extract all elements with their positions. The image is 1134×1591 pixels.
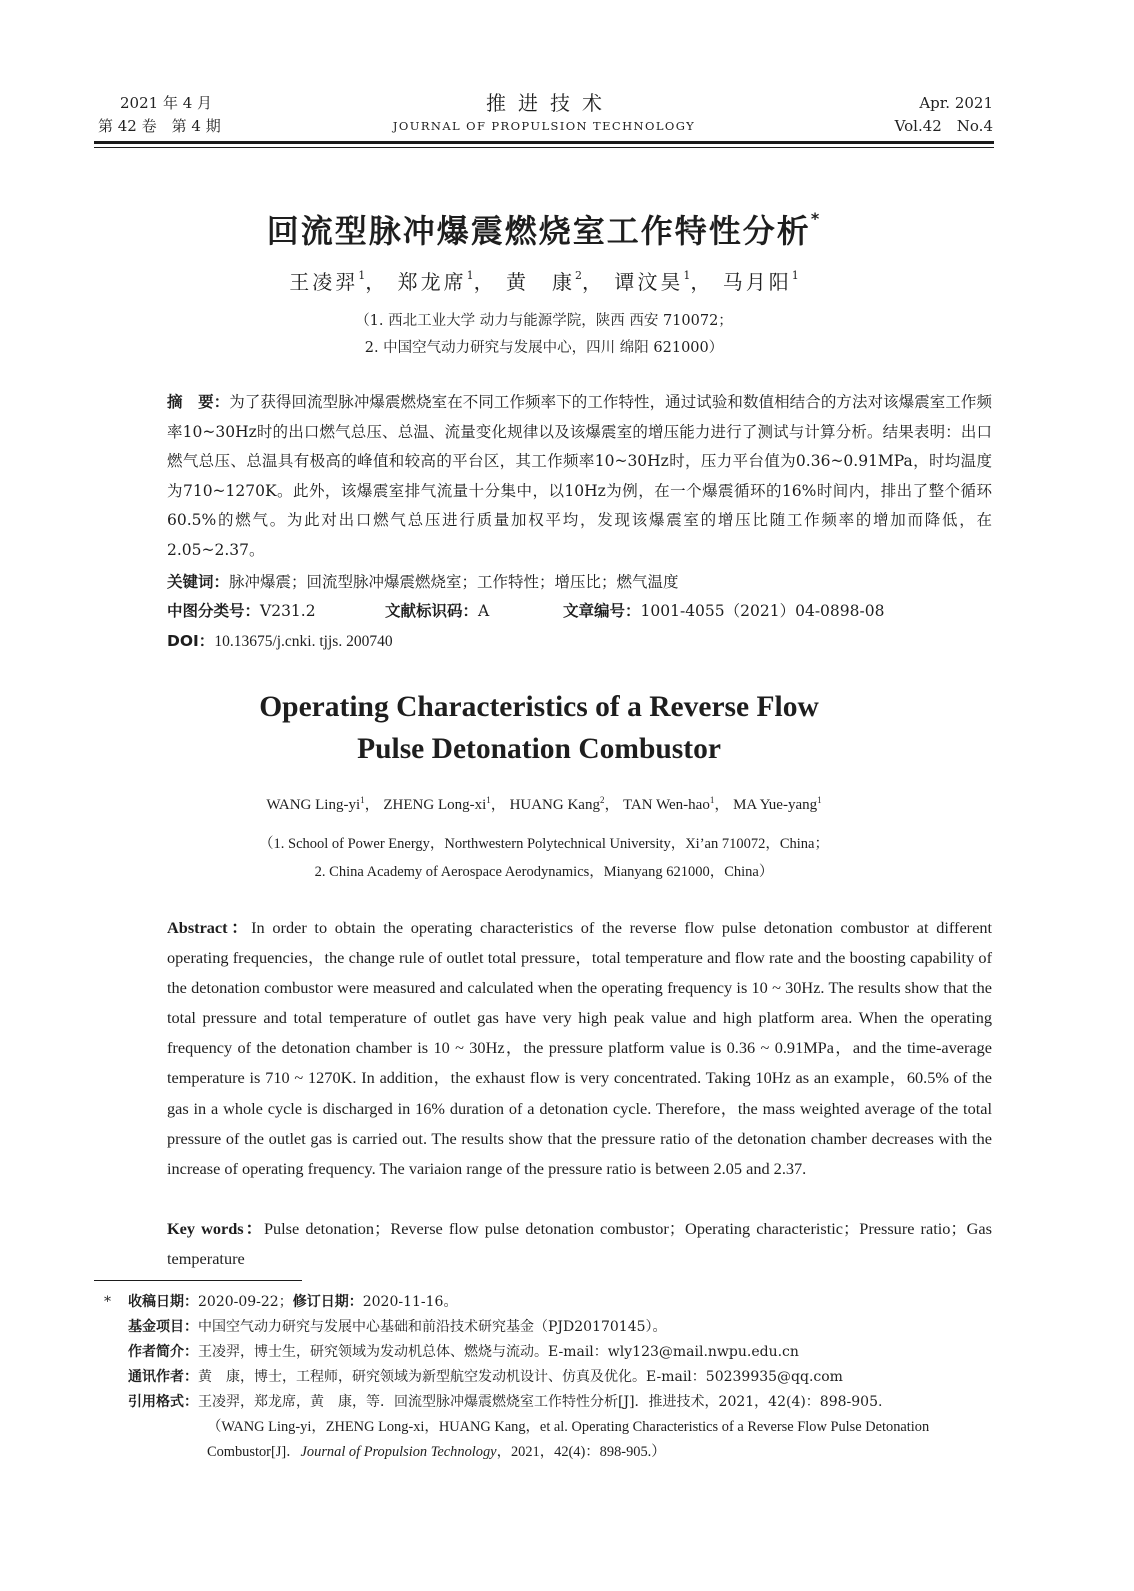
affiliation-cn-line: （1. 西北工业大学 动力与能源学院，陕西 西安 710072； — [355, 313, 733, 329]
received-label: 收稿日期： — [128, 1294, 198, 1310]
paper-title-en-line: Operating Characteristics of a Reverse Flow — [259, 691, 819, 723]
author-en: TAN Wen-hao — [622, 797, 710, 813]
citation-en-part: ，2021，42(4)：898-905.） — [496, 1444, 666, 1460]
author-cn: 黄 康 — [506, 270, 575, 294]
footnote-citation — [104, 1390, 964, 1415]
citation-journal-name: Journal of Propulsion Technology — [300, 1444, 497, 1460]
doi-label: DOI： — [167, 632, 215, 650]
citation-en-part: Combustor[J]． — [207, 1444, 301, 1460]
author-aff-mark: 1 — [486, 795, 491, 805]
corresponding-label: 通讯作者： — [128, 1369, 198, 1385]
affiliation-en-line: （1. School of Power Energy，Northwestern Polytechnical University，Xi’an 710072，China； — [259, 836, 829, 852]
clc-label: 中图分类号： — [167, 602, 261, 620]
keywords-cn — [167, 568, 679, 596]
author-aff-mark: 1 — [709, 795, 715, 805]
author-bio-label: 作者简介： — [128, 1344, 198, 1360]
author-aff-mark: 1 — [683, 269, 691, 282]
journal-name-en: JOURNAL OF PROPULSION TECHNOLOGY — [392, 119, 696, 133]
abstract-cn-text: 为了获得回流型脉冲爆震燃烧室在不同工作频率下的工作特性，通过试验和数值相结合的方法对该爆震室工作频率10~30Hz时的出口燃气总压、总温、流量变化规律以及该爆震室的增压能力进行了测试与计算分析。结果表明：出口燃气总压、总温具有极高的峰值和较高的平台区，其工作频率10~30Hz时，压力平台值为0.36~0.91MPa，时均温度为710~1270K。此外，该爆震室排气流量十分集中，以10Hz为例，在一个爆震循环的16%时间内，排出了整个循环60.5%的燃气。为此对出口燃气总压进行质量加权平均，发现该爆震室的增压比随工作频率的增加而降低，在2.05~2.37。 — [167, 393, 992, 559]
footnote-received — [104, 1290, 964, 1315]
article-no-label: 文章编号： — [563, 602, 641, 620]
paper-title-en — [0, 686, 1078, 770]
keywords-cn-text: 脉冲爆震；回流型脉冲爆震燃烧室；工作特性；增压比；燃气温度 — [229, 573, 679, 591]
paper-title-cn — [0, 196, 1088, 254]
classification-row — [167, 597, 957, 625]
author-aff-mark: 2 — [599, 795, 605, 805]
author-aff-mark: 1 — [817, 795, 822, 805]
author-cn: 郑龙席 — [397, 270, 467, 294]
footnote-corresponding — [104, 1365, 964, 1390]
author-cn: 谭汶昊 — [614, 270, 684, 294]
clc-cell — [167, 597, 385, 625]
paper-title-cn-text: 回流型脉冲爆震燃烧室工作特性分析 — [266, 212, 811, 250]
revised-label: 修订日期： — [292, 1294, 363, 1310]
abstract-cn — [131, 388, 992, 565]
author-aff-mark: 2 — [575, 269, 582, 282]
author-aff-mark: 1 — [466, 269, 474, 282]
paper-title-en-line: Pulse Detonation Combustor — [357, 733, 721, 765]
author-aff-mark: 1 — [360, 795, 365, 805]
author-en: WANG Ling-yi — [266, 797, 361, 813]
author-en: MA Yue-yang — [733, 797, 818, 813]
keywords-en-label: Key words： — [167, 1219, 264, 1238]
corresponding-value: 黄 康，博士，工程师，研究领域为新型航空发动机设计、仿真及优化。E-mail：50239935@qq.com — [198, 1369, 843, 1385]
citation-en-line: （WANG Ling-yi，ZHENG Long-xi，HUANG Kang，et al. Operating Characteristics of a Reverse Flow Pulse Detonation — [207, 1419, 930, 1435]
citation-en-line — [104, 1440, 964, 1465]
author-cn: 王凌羿 — [289, 270, 359, 294]
author-cn: 马月阳 — [722, 270, 792, 294]
clc-value: V231.2 — [260, 602, 316, 620]
doi-row — [167, 627, 393, 656]
issue-date-cn: 2021 年 4 月 — [120, 94, 213, 112]
abstract-en-label: Abstract： — [167, 918, 252, 937]
footnote-fund — [104, 1315, 964, 1340]
author-list-en: WANG Ling-$yi^1$， ZHENG Long-$xi^1$， HUANG Kang$^2$， TAN Wen-hao$^1$， MA Yue-yang$^1$ — [266, 795, 822, 813]
footnote-star: * — [104, 1294, 111, 1310]
doi-value: 10.13675/j.cnki. tjjs. 200740 — [214, 633, 393, 650]
journal-name-cn: 推进技术 — [486, 91, 614, 115]
footnotes — [104, 1290, 964, 1465]
affiliation-cn-line: 2. 中国空气动力研究与发展中心，四川 绵阳 621000） — [364, 340, 724, 356]
abstract-cn-label: 摘 要： — [167, 393, 230, 411]
footnote-author — [104, 1340, 964, 1365]
article-no-value: 1001-4055（2021）04-0898-08 — [640, 602, 885, 620]
author-bio-value: 王凌羿，博士生，研究领域为发动机总体、燃烧与流动。E-mail：wly123@mail.nwpu.edu.cn — [198, 1344, 799, 1360]
issue-date-en: Apr. 2021 — [919, 94, 993, 112]
fund-label: 基金项目： — [128, 1319, 198, 1335]
revised-value: 2020-11-16。 — [362, 1294, 458, 1310]
affiliation-en-line: 2. China Academy of Aerospace Aerodynamics，Mianyang 621000，China） — [314, 864, 774, 880]
issue-volume-en: Vol.42 No.4 — [894, 117, 993, 135]
author-aff-mark: 1 — [791, 269, 799, 282]
received-value: 2020-09-22； — [198, 1294, 293, 1310]
issue-volume-cn: 第 42 卷 第 4 期 — [98, 117, 221, 135]
article-no-cell — [563, 597, 884, 625]
affiliations-en — [0, 830, 1088, 886]
footnote-rule — [94, 1280, 302, 1281]
abstract-en — [131, 913, 992, 1184]
citation-value: 王凌羿，郑龙席，黄 康，等．回流型脉冲爆震燃烧室工作特性分析[J]．推进技术，2021，42(4)：898-905. — [198, 1394, 883, 1410]
abstract-en-text: In order to obtain the operating characteristics of the reverse flow pulse detonation combustor at different operating frequencies，the change rule of outlet total pressure，total temperature and flow rate and the boosting capability of the detonation combustor were measured and calculated when the operating frequency is 10 ~ 30Hz. The results show that the total pressure and total temperature of outlet gas have very high peak value and high platform area. When the operating frequency of the detonation chamber is 10 ~ 30Hz，the pressure platform value is 0.36 ~ 0.91MPa，and the time-average temperature is 710 ~ 1270K. In addition，the exhaust flow is very concentrated. Taking 10Hz as an example，60.5% of the gas in a whole cycle is discharged in 16% duration of a detonation cycle. Therefore，the mass weighted average of the total pressure of the outlet gas is carried out. The results show that the pressure ratio of the detonation chamber decreases with the increase of operating frequency. The variaion range of the pressure ratio is between 2.05 and 2.37. — [167, 918, 992, 1178]
keywords-en-text: Pulse detonation；Reverse flow pulse detonation combustor；Operating characteristic；Pressure ratio；Gas temperature — [167, 1219, 992, 1269]
keywords-en — [131, 1214, 992, 1274]
author-list-cn: 王凌羿$^1$， 郑龙席$^1$， 黄 康$^2$， 谭汶昊$^1$， 马月阳$^1$ — [289, 269, 799, 294]
keywords-cn-label: 关键词： — [167, 573, 230, 591]
doc-code-cell — [385, 597, 563, 625]
doc-code-label: 文献标识码： — [385, 602, 479, 620]
affiliations-cn — [0, 308, 1088, 362]
author-en: HUANG Kang — [509, 797, 600, 813]
author-aff-mark: 1 — [358, 269, 366, 282]
fund-value: 中国空气动力研究与发展中心基础和前沿技术研究基金（PJD20170145）。 — [198, 1319, 667, 1335]
citation-label: 引用格式： — [128, 1394, 198, 1410]
header-rule-thick — [94, 141, 994, 144]
header-right — [895, 92, 993, 138]
author-en: ZHENG Long-xi — [383, 797, 487, 813]
doc-code-value: A — [478, 602, 490, 620]
header-rule-thin — [94, 147, 994, 148]
title-footnote-mark: * — [810, 209, 822, 228]
